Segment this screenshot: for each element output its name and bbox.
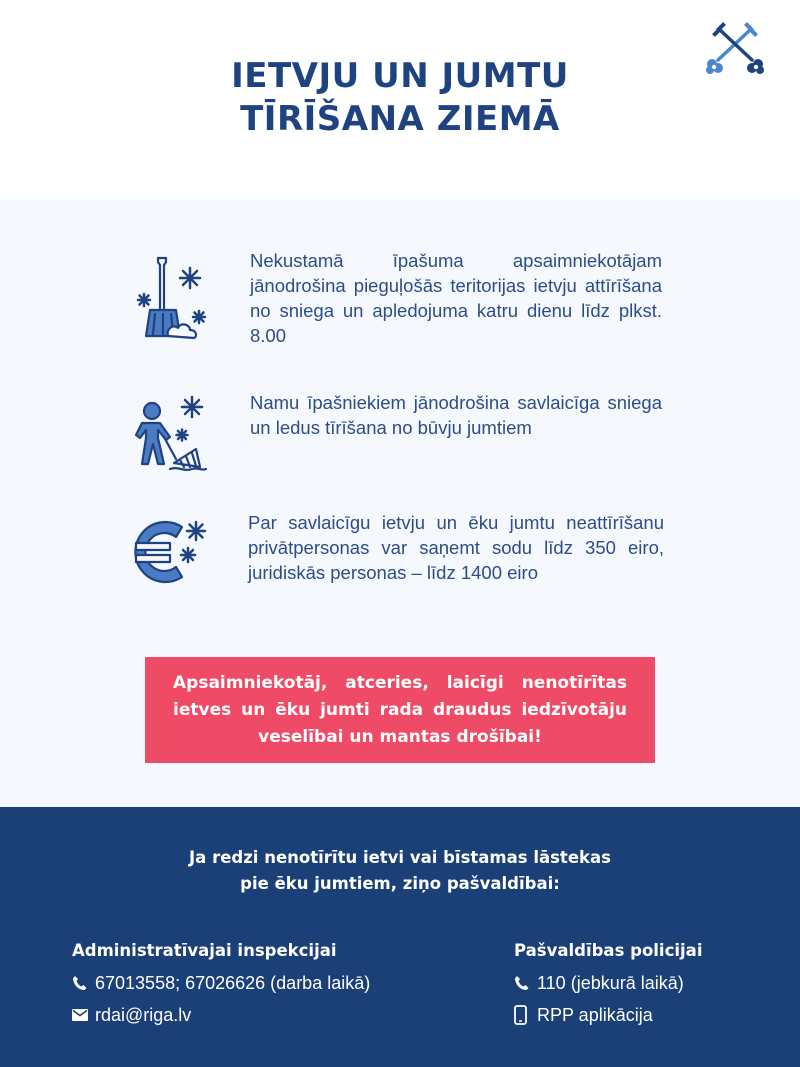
mail-icon [72, 1006, 90, 1024]
info-text: Par savlaicīgu ietvju un ēku jumtu neattīrīšanu privātpersonas var saņemt sodu līdz 350 eiro, juridiskās personas – līdz 1400 eiro [248, 512, 664, 583]
contact-app-text[interactable]: RPP aplikācija [537, 1005, 653, 1025]
contact-phone-text[interactable]: 110 (jebkurā laikā) [537, 973, 684, 993]
cta-line-2: pie ēku jumtiem, ziņo pašvaldībai: [240, 874, 560, 893]
person-clearing-snow-icon [130, 390, 210, 476]
contact-heading: Administratīvajai inspekcijai [72, 941, 337, 960]
title-line-1: IETVJU UN JUMTU [231, 56, 569, 96]
snow-shovel-icon [130, 254, 210, 340]
contact-phone-text[interactable]: 67013558; 67026626 (darba laikā) [95, 973, 371, 993]
contact-email[interactable] [72, 1004, 370, 1026]
contact-municipal-police [514, 940, 702, 1036]
footer-contacts [0, 807, 800, 1067]
contact-heading: Pašvaldības policijai [514, 941, 703, 960]
info-text: Nekustamā īpašuma apsaimniekotājam jānodrošina pieguļošās teritorijas ietvju attīrīšana no sniega un apledojuma katru dienu līdz plkst. 8.00 [250, 250, 662, 346]
euro-fine-icon [130, 510, 210, 596]
info-section [0, 200, 800, 807]
title-line-2: TĪRĪŠANA ZIEMĀ [240, 99, 560, 139]
phone-icon [514, 974, 532, 992]
phone-icon [72, 974, 90, 992]
info-text: Namu īpašniekiem jānodrošina savlaicīga sniega un ledus tīrīšana no būvju jumtiem [250, 392, 662, 438]
smartphone-icon [514, 1006, 532, 1024]
report-call-to-action [0, 845, 800, 897]
contact-phone[interactable] [72, 972, 370, 994]
cta-line-1: Ja redzi nenotīrītu ietvi vai bīstamas lāstekas [189, 848, 611, 867]
header [0, 0, 800, 200]
contact-app[interactable] [514, 1004, 702, 1026]
page-title [0, 55, 800, 141]
contact-phone[interactable] [514, 972, 702, 994]
contact-email-text[interactable]: rdai@riga.lv [95, 1005, 192, 1025]
warning-banner: Apsaimniekotāj, atceries, laicīgi nenotīrītas ietves un ēku jumti rada draudus iedzīvotāju veselībai un mantas drošībai! [145, 657, 655, 763]
contact-admin-inspection [72, 940, 370, 1036]
